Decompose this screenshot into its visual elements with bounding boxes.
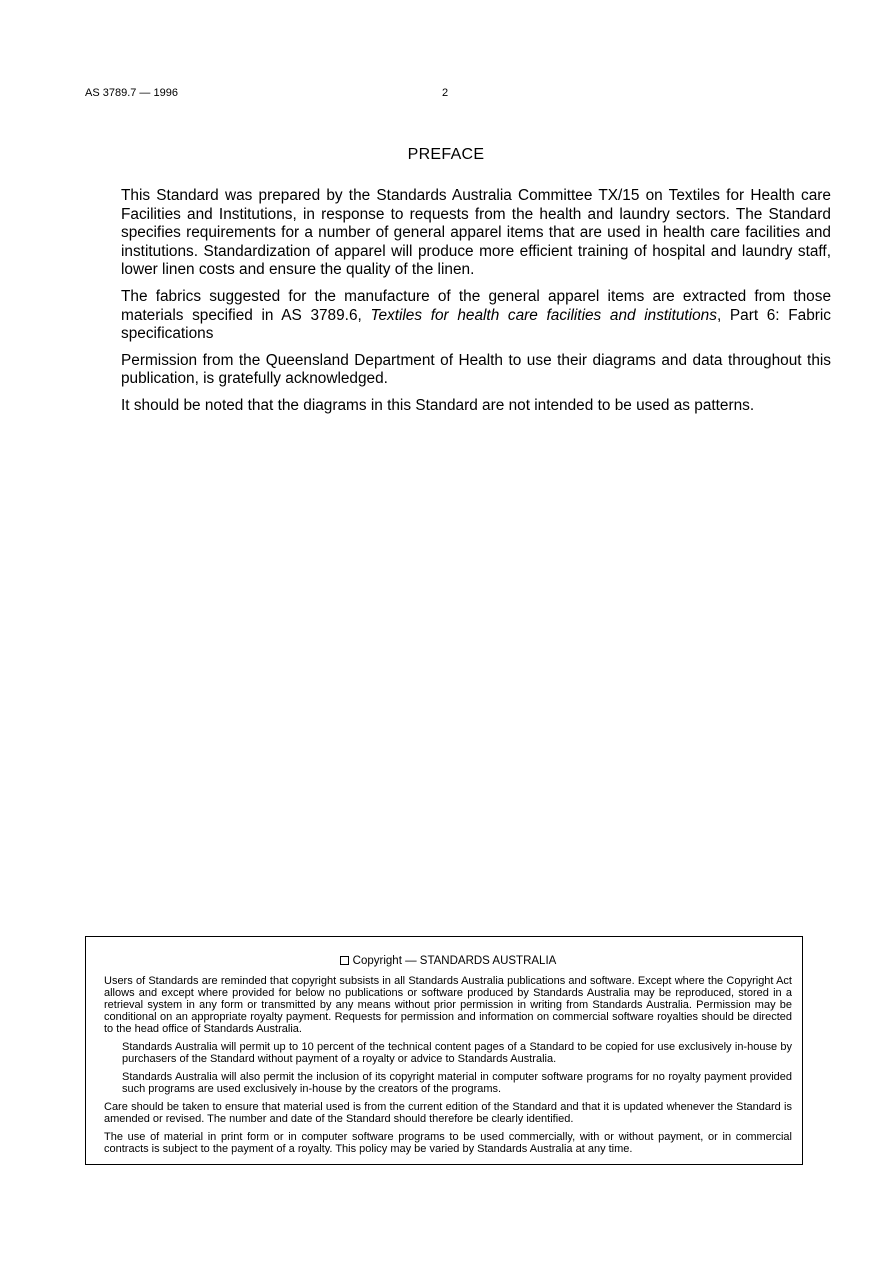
copyright-notice-box <box>85 936 803 1165</box>
page-number: 2 <box>442 87 449 99</box>
copyright-title-text: Copyright — STANDARDS AUSTRALIA <box>352 955 557 967</box>
preface-paragraph-4: It should be noted that the diagrams in this Standard are not intended to be used as patterns. <box>121 396 755 414</box>
preface-paragraph-3: Permission from the Queensland Department of Health to use their diagrams and data throughout this publication, is gratefully acknowledged. <box>121 351 831 388</box>
copyright-notice-content <box>104 955 792 1161</box>
copyright-paragraph-5: The use of material in print form or in computer software programs to be used commercially, with or without payment, or in commercial contracts is subject to the payment of a royalty. This policy may be varied by Standards Australia at any time. <box>104 1131 792 1155</box>
copyright-paragraph-3: Standards Australia will also permit the inclusion of its copyright material in computer software programs for no royalty payment provided such programs are used exclusively in-house by the creators of the programs. <box>122 1071 792 1095</box>
running-header-standard-id: AS 3789.7 — 1996 <box>85 87 178 99</box>
copyright-paragraph-1: Users of Standards are reminded that copyright subsists in all Standards Australia publications and software. Except where the Copyright Act allows and except where provided for below no publications or software produced by Standards Australia may be reproduced, stored in a retrieval system in any form or transmitted by any means without prior permission in writing from Standards Australia. Permission may be conditional on an appropriate royalty payment. Requests for permission and information on commercial software royalties should be directed to the head office of Standards Australia. <box>104 975 792 1035</box>
preface-body <box>121 187 831 424</box>
preface-paragraph-2-text-a: The fabrics suggested for the manufacture of the general apparel items are extracted from those materials specified in AS 3789.6, <box>121 287 831 324</box>
referenced-standard-title: Textiles for health care facilities and institutions <box>370 306 717 324</box>
copyright-paragraph-2: Standards Australia will permit up to 10 percent of the technical content pages of a Standard to be copied for use exclusively in-house by purchasers of the Standard without payment of a royalty or advice to Standards Australia. <box>122 1041 792 1065</box>
copyright-symbol-icon <box>340 956 349 965</box>
preface-paragraph-2-text-b: , Part 6: Fabric specifications <box>121 306 831 343</box>
copyright-paragraph-4: Care should be taken to ensure that material used is from the current edition of the Standard and that it is updated whenever the Standard is amended or revised. The number and date of the Standard should therefore be clearly identified. <box>104 1101 792 1125</box>
copyright-title <box>104 955 792 967</box>
preface-title: PREFACE <box>407 146 485 163</box>
preface-paragraph-2 <box>121 288 831 344</box>
preface-paragraph-1: This Standard was prepared by the Standards Australia Committee TX/15 on Textiles for Health care Facilities and Institutions, in response to requests from the health and laundry sectors. The Standard specifies requirements for a number of general apparel items that are used in health care facilities and institutions. Standardization of apparel will produce more efficient training of hospital and laundry staff, lower linen costs and ensure the quality of the linen. <box>121 187 831 279</box>
